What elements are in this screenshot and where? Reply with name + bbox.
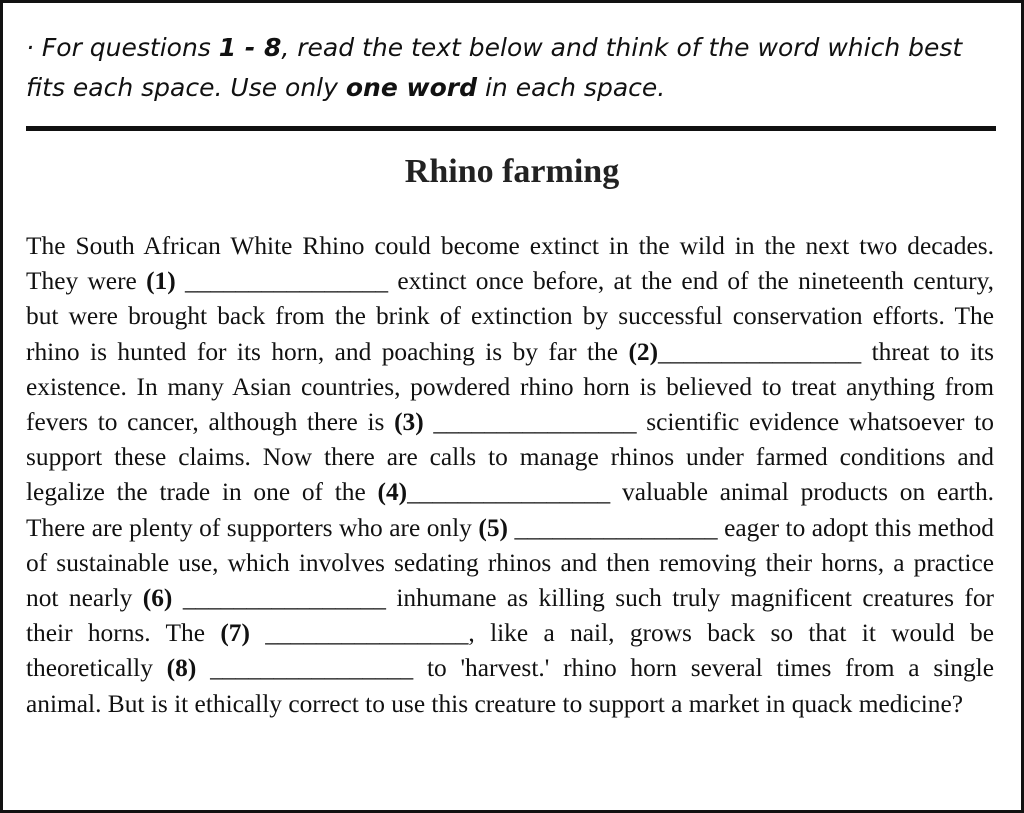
gap-number: (7) xyxy=(220,619,250,648)
one-word-emphasis: one word xyxy=(345,73,478,102)
passage-text xyxy=(26,229,994,722)
passage-segment: eager to adopt this method of sustainable use, which involves sedating rhinos and then removing their horns, a practice not nearly xyxy=(26,513,994,613)
passage-segment: threat to its existence. In many Asian countries, powdered rhino horn is believed to treat anything from fevers to cancer, although there is xyxy=(26,337,994,437)
passage-segment: extinct once before, at the end of the nineteenth century, but were brought back from the brink of extinction by successful conservation efforts. The rhino is hunted for its horn, and poaching is by far the xyxy=(26,267,994,366)
passage-segment: valuable animal products on earth. There are plenty of supporters who are only xyxy=(26,478,995,542)
passage-segment: scientific evidence whatsoever to support these claims. Now there are calls to manage rhinos under farmed conditions and legalize the trade in one of the xyxy=(26,408,994,507)
gap-blank[interactable]: ________________ xyxy=(433,408,637,437)
gap-blank[interactable]: ________________ xyxy=(182,584,386,613)
gap-number: (3) xyxy=(394,408,424,437)
gap-number: (4) xyxy=(377,478,408,507)
instructions xyxy=(26,28,1001,108)
passage-segment: inhumane as killing such truly magnificent creatures for their horns. The xyxy=(26,584,994,648)
divider-rule xyxy=(26,126,996,131)
instructions-middle: , read the text below and think of the word which best fits each space. Use only xyxy=(26,33,963,102)
gap-number: (5) xyxy=(478,513,508,542)
gap-number: (8) xyxy=(166,654,197,683)
gap-blank[interactable]: ________________ xyxy=(210,654,414,683)
passage-title: Rhino farming xyxy=(404,153,620,190)
gap-blank[interactable]: ________________ xyxy=(407,478,611,507)
passage-segment: , like a nail, grows back so that it would be theoretically xyxy=(26,619,994,683)
instructions-suffix: in each space. xyxy=(477,73,666,102)
passage-segment: The South African White Rhino could become extinct in the wild in the next two decades. They were xyxy=(26,232,994,296)
gap-number: (6) xyxy=(142,584,173,613)
gap-blank[interactable]: ________________ xyxy=(514,513,718,542)
question-range: 1 - 8 xyxy=(218,33,282,62)
gap-number: (2) xyxy=(628,337,659,366)
gap-blank[interactable]: ________________ xyxy=(658,337,862,366)
instructions-prefix: For questions xyxy=(33,33,219,62)
gap-blank[interactable]: ________________ xyxy=(185,267,389,296)
gap-number: (1) xyxy=(146,267,176,296)
gap-blank[interactable]: ________________ xyxy=(265,619,469,648)
bullet: · xyxy=(26,33,34,62)
passage-segment: to 'harvest.' rhino horn several times from a single animal. But is it ethically correct to use this creature to support a market in quack medicine? xyxy=(26,654,994,718)
